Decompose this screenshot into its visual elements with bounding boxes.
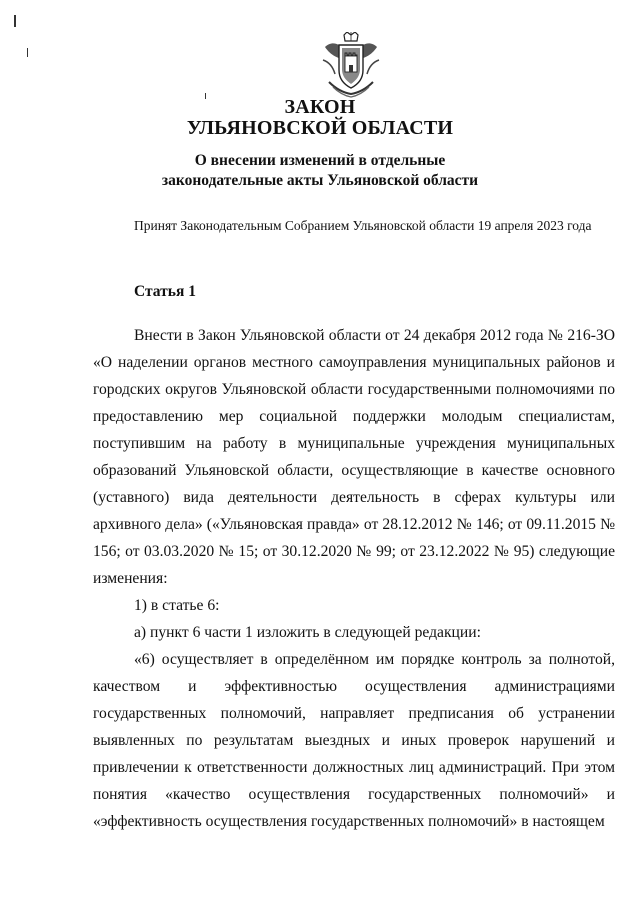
- article-paragraph: 1) в статье 6:: [134, 597, 220, 614]
- scan-mark: [14, 15, 16, 27]
- article-body: [93, 322, 615, 835]
- article-paragraph: «6) осуществляет в определённом им порядке контроль за полнотой, качеством и эффективностью осуществления администрациями государственных полномочий, направляет предписания об устранении выявленных по результатам выездных и иных проверок нарушений и привлечении к ответственности должностных лиц администраций. При этом понятия «качество осуществления государственных полномочий» и «эффективность осуществления государственных полномочий» в настоящем: [93, 651, 615, 830]
- law-subtitle-line2: законодательные акты Ульяновской области: [161, 172, 479, 189]
- coat-of-arms-icon: [321, 32, 381, 98]
- article-paragraph: а) пункт 6 части 1 изложить в следующей редакции:: [134, 624, 481, 641]
- scan-mark: [27, 48, 28, 57]
- law-subtitle-line1: О внесении изменений в отдельные: [194, 152, 446, 169]
- article-paragraph: Внести в Закон Ульяновской области от 24 декабря 2012 года № 216-ЗО «О наделении органов местного самоуправления муниципальных районов и городских округов Ульяновской области государственными полномочиями по предоставлению мер социальной поддержки молодым специалистам, поступившим на работу в муниципальные учреждения муниципальных образований Ульяновской области, осуществляющие в качестве основного (уставного) вида деятельности деятельность в сферах культуры или архивного дела» («Ульяновская правда» от 28.12.2012 № 146; от 09.11.2015 № 156; от 03.03.2020 № 15; от 30.12.2020 № 99; от 23.12.2022 № 95) следующие изменения:: [93, 327, 615, 587]
- law-region-title: УЛЬЯНОВСКОЙ ОБЛАСТИ: [186, 117, 454, 139]
- adoption-note: Принят Законодательным Собранием Ульяновской области 19 апреля 2023 года: [134, 218, 592, 233]
- article-heading: Статья 1: [134, 283, 196, 300]
- law-title: ЗАКОН: [284, 96, 356, 118]
